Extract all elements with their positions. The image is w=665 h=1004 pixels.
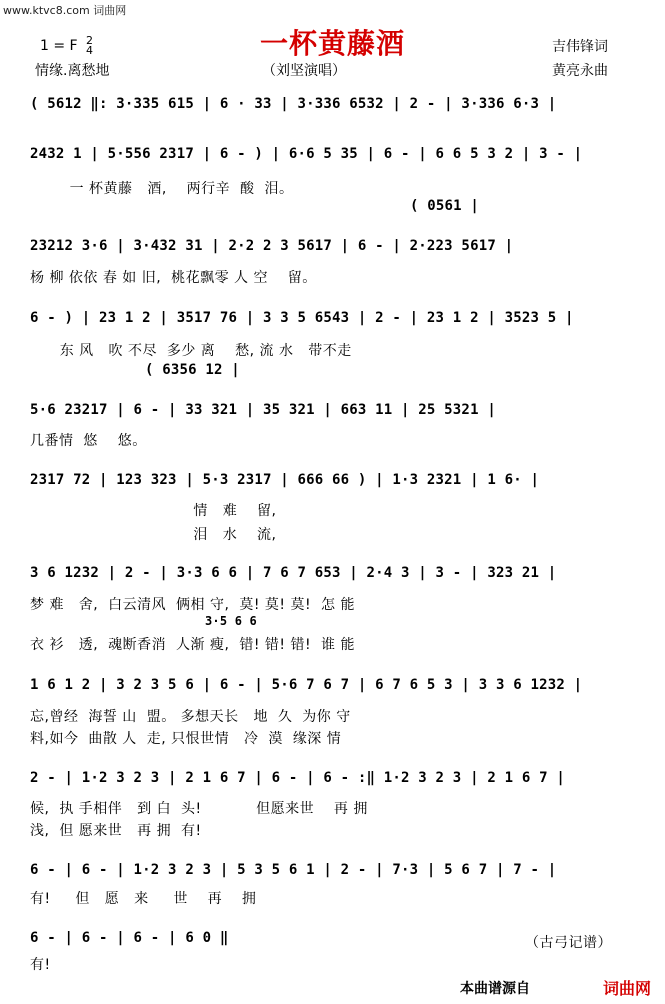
lyric-line-8b: 料,如今 曲散 人 走, 只恨世情 冷 漠 缘深 情: [30, 731, 342, 747]
key-prefix: 1 = F: [40, 38, 78, 54]
lyricist: 吉伟锋词: [552, 39, 608, 55]
lyric-line-7a: 梦 难 舍, 白云清风 俩相 守, 莫! 莫! 莫! 怎 能: [30, 597, 355, 613]
mood: 情缘.离愁地: [35, 63, 110, 79]
watermark: www.ktvc8.com 词曲网: [3, 4, 127, 17]
pickup-notes-4: ( 6356 12 |: [145, 362, 240, 378]
notation-line-5: 5·6 23217 | 6 - | 33 321 | 35 321 | 663 11 | 25 5321 |: [30, 402, 496, 418]
notation-line-8: 1 6 1 2 | 3 2 3 5 6 | 6 - | 5·6 7 6 7 | 6 7 6 5 3 | 3 3 6 1232 |: [30, 677, 583, 693]
song-title: 一杯黄藤酒: [259, 27, 405, 60]
variant-notes-7: 3·5 6 6: [205, 614, 257, 628]
time-signature: [86, 36, 93, 56]
lyric-line-3a: 杨 柳 依依 春 如 旧, 桃花飘零 人 空 留。: [30, 270, 317, 286]
lyric-line-11a: 有!: [30, 957, 51, 973]
notation-line-11: 6 - | 6 - | 6 - | 6 0 ‖: [30, 930, 229, 946]
lyric-line-2a: 一 杯黄藤 酒, 两行辛 酸 泪。: [30, 181, 294, 197]
transcriber-credit: （古弓记谱）: [525, 935, 612, 951]
performer: （刘坚演唱）: [262, 63, 346, 79]
key-signature: [40, 36, 93, 56]
notation-line-1: ( 5612 ‖: 3·335 615 | 6 · 33 | 3·336 6532 | 2 - | 3·336 6·3 |: [30, 96, 557, 112]
notation-line-10: 6 - | 6 - | 1·2 3 2 3 | 5 3 5 6 1 | 2 - | 7·3 | 5 6 7 | 7 - |: [30, 862, 557, 878]
notation-line-9: 2 - | 1·2 3 2 3 | 2 1 6 7 | 6 - | 6 - :‖ 1·2 3 2 3 | 2 1 6 7 |: [30, 770, 565, 786]
lyric-line-9a: 候, 执 手相伴 到 白 头! 但愿来世 再 拥: [30, 801, 368, 817]
notation-line-3: 23212 3·6 | 3·432 31 | 2·2 2 3 5617 | 6 - | 2·223 5617 |: [30, 238, 514, 254]
lyric-line-6b: 泪 水 流,: [30, 527, 277, 543]
lyric-line-7b: 衣 衫 透, 魂断香消 人渐 瘦, 错! 错! 错! 谁 能: [30, 637, 355, 653]
notation-line-7: 3 6 1232 | 2 - | 3·3 6 6 | 7 6 7 653 | 2·4 3 | 3 - | 323 21 |: [30, 565, 557, 581]
source-label: 本曲谱源自: [460, 981, 530, 997]
source-logo[interactable]: 词曲网: [603, 979, 652, 998]
lyric-line-4a: 东 风 吹 不尽 多少 离 愁, 流 水 带不走: [30, 343, 352, 359]
lyric-line-5a: 几番情 悠 悠。: [30, 433, 147, 449]
lyric-line-9b: 浅, 但 愿来世 再 拥 有!: [30, 823, 202, 839]
lyric-line-6a: 情 难 留,: [30, 503, 277, 519]
notation-line-6: 2317 72 | 123 323 | 5·3 2317 | 666 66 ) | 1·3 2321 | 1 6· |: [30, 472, 540, 488]
notation-line-2: 2432 1 | 5·556 2317 | 6 - ) | 6·6 5 35 | 6 - | 6 6 5 3 2 | 3 - |: [30, 146, 583, 162]
pickup-notes-2: ( 0561 |: [410, 198, 480, 214]
time-numerator: 2: [86, 34, 94, 47]
lyric-line-8a: 忘,曾经 海誓 山 盟。 多想天长 地 久 为你 守: [30, 709, 351, 725]
time-denominator: 4: [86, 44, 94, 57]
lyric-line-10a: 有! 但 愿 来 世 再 拥: [30, 891, 257, 907]
notation-line-4: 6 - ) | 23 1 2 | 3517 76 | 3 3 5 6543 | 2 - | 23 1 2 | 3523 5 |: [30, 310, 574, 326]
composer: 黄亮永曲: [552, 63, 608, 79]
